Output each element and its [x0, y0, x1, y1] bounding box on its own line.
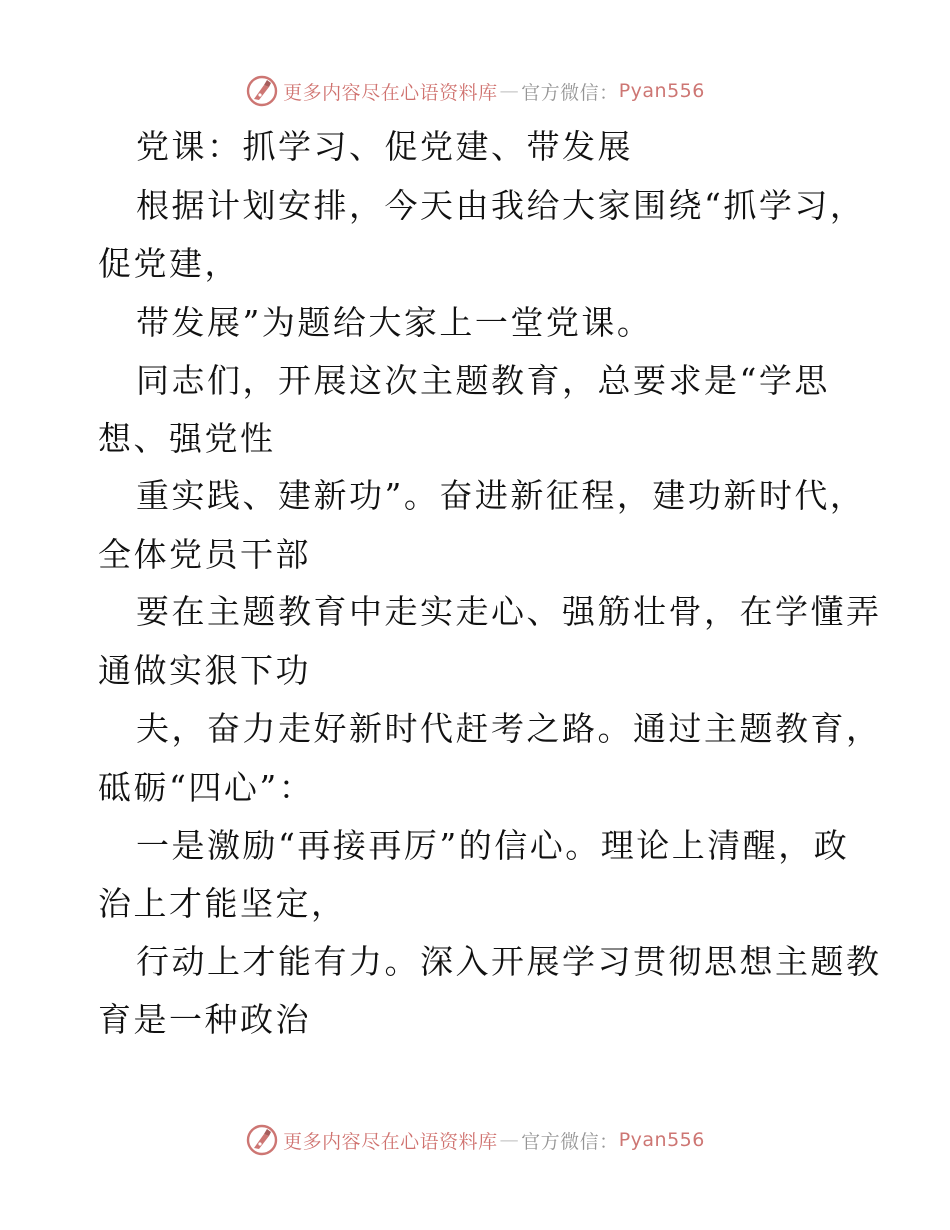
watermark-wechat-label: 官方微信： — [521, 1130, 619, 1153]
paragraph-line: 行动上才能有力。深入开展学习贯彻思想主题教 — [136, 942, 882, 981]
paragraph-line: 通做实狠下功 — [98, 651, 311, 690]
pen-nib-logo-icon — [245, 74, 279, 108]
document-title: 党课：抓学习、促党建、带发展 — [136, 127, 633, 166]
watermark-wechat-id: Pyan556 — [618, 80, 705, 102]
paragraph-line: 砥砺“四心”： — [98, 768, 315, 807]
paragraph-line: 育是一种政治 — [98, 1000, 311, 1039]
paragraph-line: 同志们，开展这次主题教育，总要求是“学思 — [136, 361, 830, 400]
paragraph-line: 夫，奋力走好新时代赶考之路。通过主题教育， — [136, 709, 882, 748]
watermark-brand: 更多内容尽在心语资料库 — [283, 1130, 498, 1153]
paragraph-line: 一是激励“再接再厉”的信心。理论上清醒，政 — [136, 826, 850, 865]
pen-nib-logo-icon — [245, 1123, 279, 1157]
footer-watermark — [0, 1120, 950, 1160]
watermark-wechat-id: Pyan556 — [618, 1129, 705, 1151]
watermark-dash: — — [499, 1129, 520, 1151]
paragraph-line: 要在主题教育中走实走心、强筋壮骨，在学懂弄 — [136, 592, 882, 631]
paragraph-line: 根据计划安排，今天由我给大家围绕“抓学习， — [136, 186, 866, 225]
paragraph-line: 全体党员干部 — [98, 535, 311, 574]
watermark-wechat-label: 官方微信： — [521, 81, 619, 104]
paragraph-line: 重实践、建新功”。奋进新征程，建功新时代， — [136, 476, 866, 515]
header-watermark — [0, 71, 950, 111]
paragraph-line: 促党建， — [98, 244, 240, 283]
watermark-dash: — — [499, 80, 520, 102]
watermark-brand: 更多内容尽在心语资料库 — [283, 81, 498, 104]
paragraph-line: 想、强党性 — [98, 419, 276, 458]
paragraph-line: 治上才能坚定， — [98, 884, 347, 923]
paragraph-line: 带发展”为题给大家上一堂党课。 — [136, 303, 653, 342]
